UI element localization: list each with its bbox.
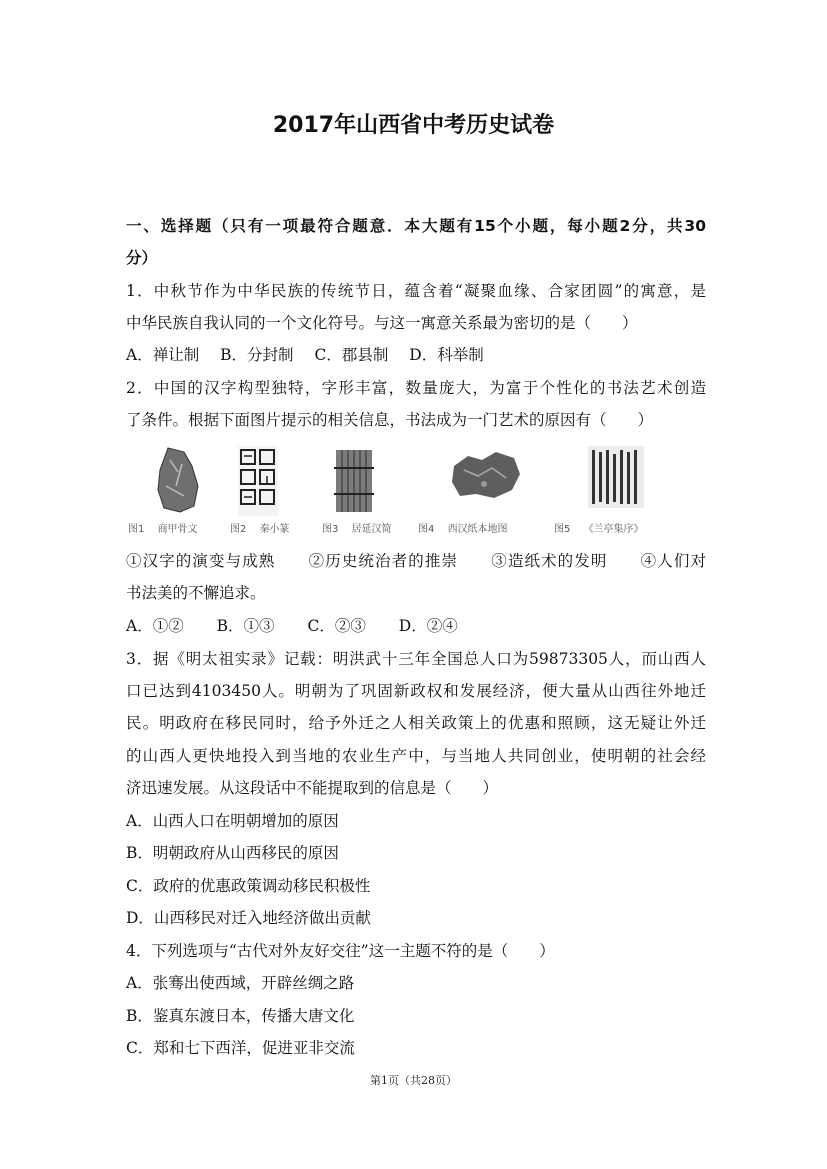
- q1-option-c[interactable]: C．郡县制: [314, 346, 389, 364]
- q1-stem-line1: 1．中秋节作为中华民族的传统节日，蕴含着“凝聚血缘、合家团圆”的寓意，是: [126, 282, 706, 300]
- figure-oracle-bone-image: [154, 446, 200, 514]
- section-heading: 一、选择题（只有一项最符合题意．本大题有15个小题，每小题2分，共30: [126, 217, 706, 235]
- q3-option-b[interactable]: B．明朝政府从山西移民的原因: [126, 844, 339, 862]
- figure4-caption: 西汉纸本地图: [447, 524, 508, 535]
- q3-stem-line4: 的山西人更快地投入到当地的农业生产中，与当地人共同创业，使明朝的社会经: [126, 747, 706, 765]
- q2-statements-line2: 书法美的不懈追求。: [126, 584, 266, 602]
- figure-seal-script-image: [238, 446, 278, 516]
- figure1-label: 图1: [128, 524, 145, 535]
- page-footer: 第1页（共28页）: [370, 1074, 457, 1087]
- q4-option-b[interactable]: B．鉴真东渡日本，传播大唐文化: [126, 1007, 355, 1025]
- q1-option-d[interactable]: D．科举制: [409, 346, 484, 364]
- q3-stem-line1: 3．据《明太祖实录》记载：明洪武十三年全国总人口为59873305人，而山西人: [126, 650, 706, 668]
- figure4-label: 图4: [418, 524, 435, 535]
- q2-options: [126, 616, 706, 636]
- q4-option-a[interactable]: A．张骞出使西域，开辟丝绸之路: [126, 974, 355, 992]
- q4-option-c[interactable]: C．郑和七下西洋，促进亚非交流: [126, 1039, 355, 1057]
- figure5-caption: 《兰亭集序》: [583, 524, 644, 535]
- q2-stem-line2: 了条件。根据下面图片提示的相关信息，书法成为一门艺术的原因有（ ）: [126, 411, 654, 429]
- q2-stem-line1: 2．中国的汉字构型独特，字形丰富，数量庞大，为富于个性化的书法艺术创造: [126, 379, 706, 397]
- q3-stem-line2: 口已达到4103450人。明朝为了巩固新政权和发展经济，便大量从山西往外地迁: [126, 682, 706, 700]
- q2-option-c[interactable]: C．②③: [307, 617, 366, 635]
- q2-statements-line1: ①汉字的演变与成熟 ②历史统治者的推崇 ③造纸术的发明 ④人们对: [126, 552, 706, 570]
- figure-bamboo-slips-image: [334, 446, 374, 514]
- figure2-label: 图2: [230, 524, 247, 535]
- q3-option-c[interactable]: C．政府的优惠政策调动移民积极性: [126, 877, 371, 895]
- q1-options: [126, 345, 706, 365]
- figure5-label: 图5: [554, 524, 571, 535]
- q2-option-a[interactable]: A．①②: [126, 617, 184, 635]
- figure1-caption: 商甲骨文: [157, 524, 198, 535]
- figure3-caption: 居延汉简: [351, 524, 392, 535]
- q2-option-b[interactable]: B．①③: [216, 617, 275, 635]
- page-title: 2017年山西省中考历史试卷: [272, 113, 555, 138]
- q3-option-a[interactable]: A．山西人口在明朝增加的原因: [126, 812, 339, 830]
- q1-option-b[interactable]: B．分封制: [220, 346, 294, 364]
- figure2-caption: 秦小篆: [259, 524, 290, 535]
- q3-stem-line3: 民。明政府在移民同时，给予外迁之人相关政策上的优惠和照顾，这无疑让外迁: [126, 714, 706, 732]
- q2-option-d[interactable]: D．②④: [398, 617, 458, 635]
- calligraphy-figures: [126, 446, 706, 538]
- q3-option-d[interactable]: D．山西移民对迁入地经济做出贡献: [126, 909, 371, 927]
- figure3-label: 图3: [322, 524, 339, 535]
- q4-stem: 4．下列选项与“古代对外友好交往”这一主题不符的是（ ）: [126, 942, 555, 960]
- q3-stem-line5: 济迅速发展。从这段话中不能提取到的信息是（ ）: [126, 779, 499, 797]
- section-heading-cont: 分）: [126, 249, 158, 267]
- figure-paper-map-image: [448, 446, 524, 506]
- q1-stem-line2: 中华民族自我认同的一个文化符号。与这一寓意关系最为密切的是（ ）: [126, 314, 638, 332]
- q1-option-a[interactable]: A．禅让制: [126, 346, 200, 364]
- figure-lanting-image: [588, 446, 644, 508]
